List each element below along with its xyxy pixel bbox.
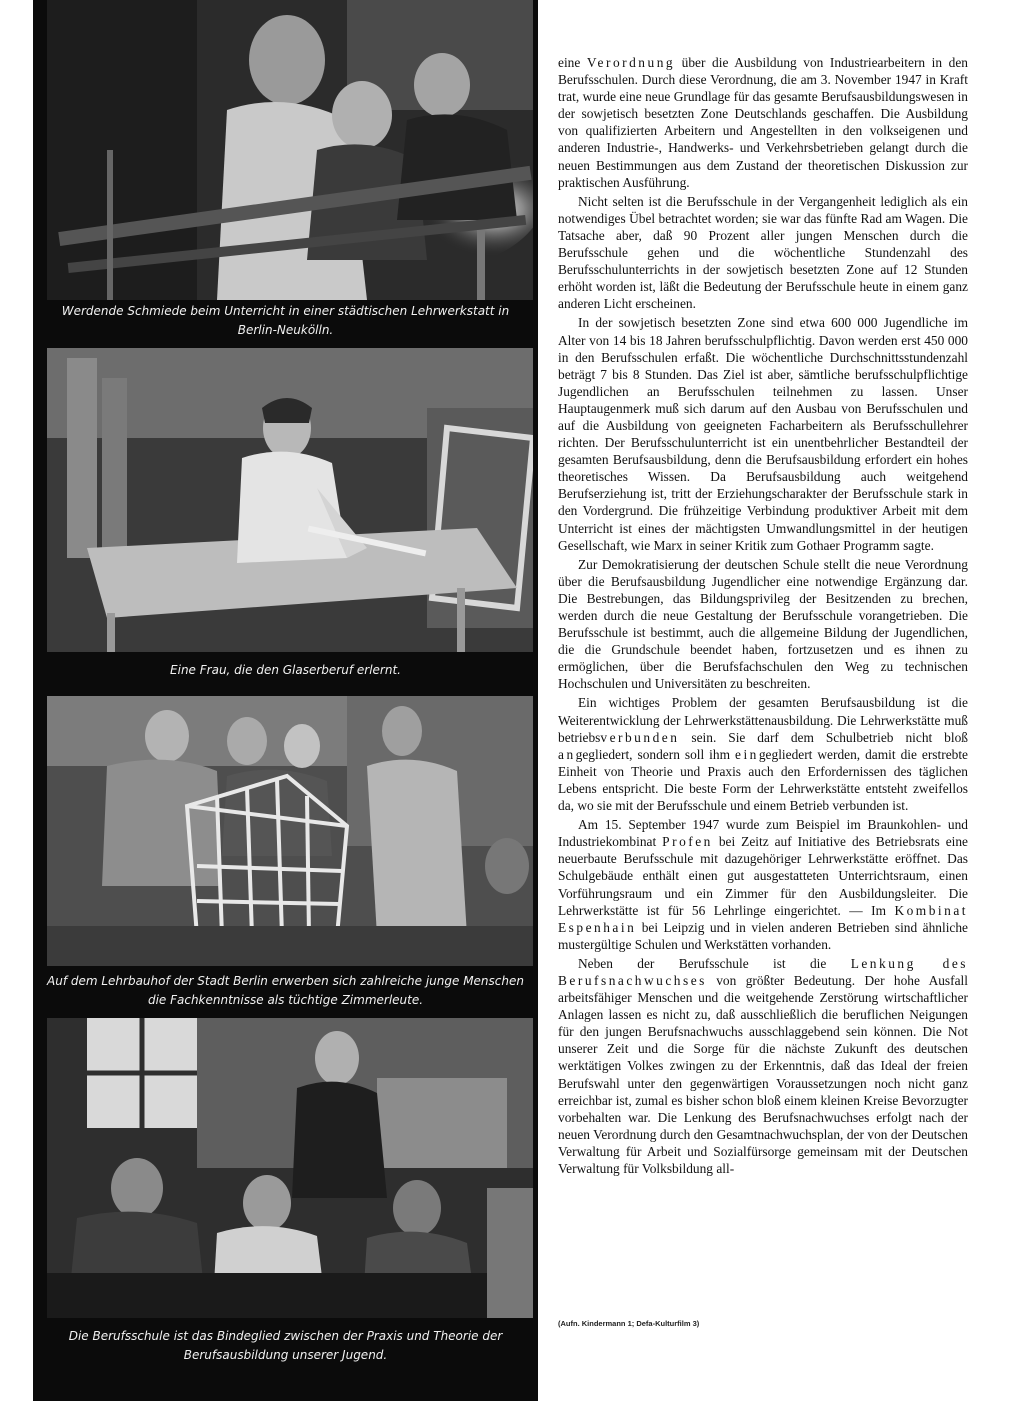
photo-blacksmith-apprentices — [47, 0, 533, 300]
text-run: über die Ausbildung von Industriearbeitern in den Berufsschulen. Durch diese Verordnung, die am 3. November 1947 in Kraft trat, wurde eine neue Grundlage für das gesamte Berufsausbildungswesen in der sowjetisch besetzten Zone Deutschlands geschaffen. Die Ausbildung von qualifizierten Arbeitern und Angestellten in den volkseigenen und anderen Industrie-, Handwerks- und Verkehrsbetrieben gelangt durch die neuen Bestimmungen aus dem Zustand der theoretischen Diskussion zur praktischen Ausführung. — [558, 55, 968, 190]
article-paragraph: Nicht selten ist die Berufsschule in der Vergangenheit lediglich als ein notwendiges Übel betrachtet worden; sie war das fünfte Rad am Wagen. Die Tatsache aber, daß 90 Prozent aller jungen Menschen durch die Berufsschule gehen und die wöchentliche Stundenzahl des Berufsschulunterrichts in der sowjetisch besetzten Zone auf 12 Stunden erhöht worden ist, läßt die Bedeutung der Berufsschule heute in einem ganz anderen Licht erscheinen. — [558, 193, 968, 312]
caption-line: Eine Frau, die den Glaserberuf erlernt. — [170, 663, 401, 677]
spaced-term: Lenkung des Berufsnachwuchses — [558, 955, 968, 988]
photo-vocational-classroom — [47, 1018, 533, 1318]
article-paragraph — [558, 955, 968, 1177]
photo-credit: (Aufn. Kindermann 1; Defa-Kulturfilm 3) — [558, 1319, 700, 1328]
text-run: Ein wichtiges Problem der gesamten Berufsausbildung ist die Weiterentwicklung der Lehrwerkstättenausbildung. Die Lehrwerkstätte muß betriebs — [558, 695, 968, 745]
photo-caption — [33, 972, 538, 1010]
spaced-term: ein — [735, 746, 759, 762]
spaced-term: an — [558, 746, 576, 762]
text-run: gegliedert, sondern soll ihm — [575, 746, 735, 762]
article-paragraph — [558, 694, 968, 814]
photo-column — [33, 0, 538, 1401]
caption-line: Berufsausbildung unserer Jugend. — [183, 1348, 388, 1362]
text-run: von größter Bedeutung. Der hohe Ausfall arbeitsfähiger Menschen und die weitgehende Zerstörung wirtschaftlicher Anlagen lassen es nicht zu, daß ausschließlich die beruflichen Neigungen für den jungen Berufsnachwuchs ausschlaggebend sein können. Die Not unserer Zeit und die Sorge für die nächste Zukunft des deutschen werktätigen Volkes zwingen zu der Erkenntnis, daß das Ideal der freien Berufswahl unter den gegenwärtigen Voraussetzungen noch nicht ganz erreichbar ist, zumal es bisher schon bloß einem kleinen Kreise Bevorzugter vorbehalten war. Die Lenkung des Berufsnachwuchses erfolgt nach der neuen Verordnung durch den Gesamtnachwuchsplan, der von der Deutschen Verwaltung für Arbeit und Sozialfürsorge gemeinsam mit der Deutschen Verwaltung für Volksbildung all- — [558, 972, 968, 1176]
text-run: bei Leipzig und in vielen anderen Betrieben sind ähnliche mustergültige Schulen und Werkstätten vorhanden. — [558, 919, 968, 952]
photo-caption — [33, 661, 538, 680]
caption-line: Berlin-Neukölln. — [237, 323, 334, 337]
photo-woman-glazier — [47, 348, 533, 652]
photo-caption — [33, 1327, 538, 1365]
caption-line: Die Berufsschule ist das Bindeglied zwischen der Praxis und Theorie der — [68, 1329, 503, 1343]
article-paragraph: Zur Demokratisierung der deutschen Schule stellt die neue Verordnung über die Berufsausbildung Jugendlicher eine notwendige Ergänzung dar. Die Bestrebungen, das Bildungsprivileg der Besitzenden zu brechen, werden durch die neue Gestaltung der Berufsschule vorangetrieben. Die Berufsschule ist bestimmt, auch die allgemeine Bildung der Jugendlichen, die die Grundschule beendet haben, fortzusetzen und es ihnen zu ermöglichen, über die Berufsfachschulen den Weg zu technischen Hochschulen und Universitäten zu beschreiten. — [558, 556, 968, 692]
text-run: eine — [558, 55, 587, 70]
article-paragraph — [558, 816, 968, 953]
caption-line: die Fachkenntnisse als tüchtige Zimmerleute. — [147, 993, 424, 1007]
caption-line: Werdende Schmiede beim Unterricht in einer städtischen Lehrwerkstatt in — [61, 304, 510, 318]
text-run: sein. Sie darf dem Schulbetrieb nicht bloß — [679, 729, 968, 745]
article-paragraph — [558, 54, 968, 191]
article-body — [558, 54, 968, 1179]
spaced-term: Profen — [662, 834, 713, 850]
spaced-term: verbunden — [600, 729, 680, 745]
spaced-term: Kombinat Espenhain — [558, 902, 968, 935]
photo-carpentry-apprentices — [47, 696, 533, 966]
spaced-term: Verordnung — [586, 55, 676, 70]
article-paragraph: In der sowjetisch besetzten Zone sind etwa 600 000 Jugendliche im Alter von 14 bis 18 Jahren berufsschulpflichtig. Davon werden erst 450 000 in den Berufsschulen erfaßt. Die wöchentliche Durchschnittsstundenzahl beträgt 7 bis 8 Stunden. Das Ziel ist aber, sämtliche berufsschulpflichtige Jugendlichen an Berufsschulen teilnehmen zu lassen. Unser Hauptaugenmerk muß sich darum auf den Ausbau von Berufsschulen und auf die Ausbildung von geeigneten Facharbeitern als Berufsschullehrer richten. Der Berufsschulunterricht ist ein unentbehrlicher Bestandteil der gesamten Berufsausbildung, denn die Berufsausbildung erfordert ein hohes theoretisches Wissen. Da Berufsausbildung auch weitgehend Berufserziehung ist, tritt der Erziehungscharakter der Berufsschule stark in den Vordergrund. Die frühzeitige Verbindung produktiver Arbeit mit dem Unterricht ist eines der mächtigsten Umwandlungsmittel in der heutigen Gesellschaft, wie Marx in seiner Kritik zum Gothaer Programm sagte. — [558, 315, 968, 553]
text-run: gegliedert werden, damit die erstrebte Einheit von Theorie und Praxis auch den Erfordernissen des täglichen Lebens entspricht. Die beste Form der Lehrwerkstätte entsteht zweifellos da, wo sie mit der Berufsschule und einem Betrieb verbunden ist. — [558, 746, 968, 814]
caption-line: Auf dem Lehrbauhof der Stadt Berlin erwerben sich zahlreiche junge Menschen — [47, 974, 524, 988]
text-run: Am 15. September 1947 wurde zum Beispiel im Braunkohlen- und Industriekombinat — [558, 817, 968, 850]
text-run: Neben der Berufsschule ist die — [578, 955, 851, 971]
text-run: bei Zeitz auf Initiative des Betriebsrats eine neuerbaute Berufsschule mit dazugehöriger Lehrwerkstätte eröffnet. Das Schulgebäude enthält einen gut ausgestatteten Unterrichtsraum, einen Vorführungsraum und ein Zimmer für den Ausbildungsleiter. Die Lehrwerkstätte ist für 56 Lehrlinge eingerichtet. — Im — [558, 834, 968, 918]
photo-caption — [33, 302, 538, 340]
